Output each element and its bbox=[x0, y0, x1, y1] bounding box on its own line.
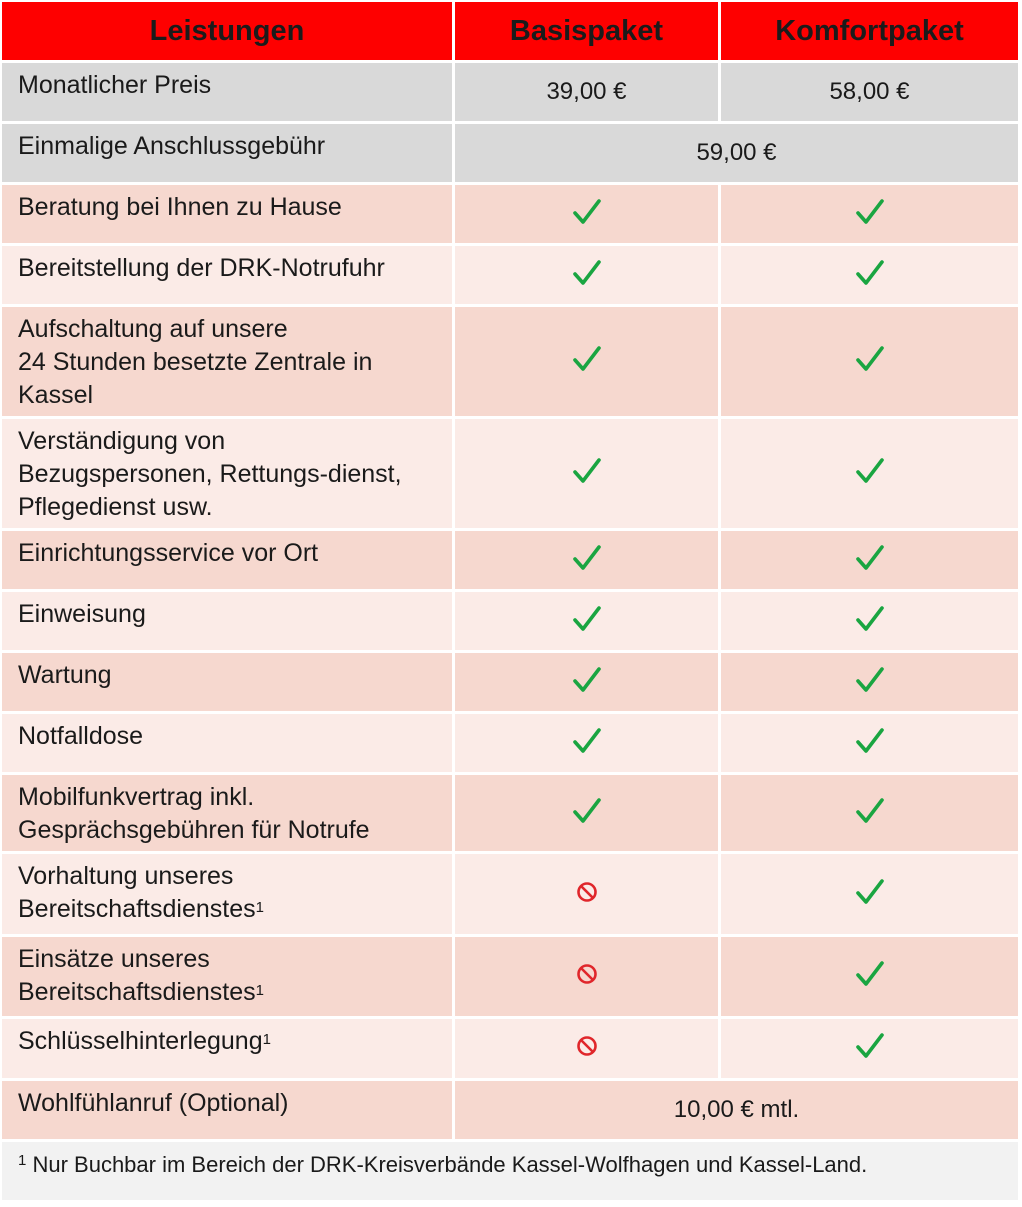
service-row bbox=[2, 854, 1018, 937]
komfort-availability bbox=[721, 531, 1018, 589]
komfort-availability bbox=[721, 854, 1018, 934]
checkmark-icon bbox=[855, 344, 885, 379]
service-row bbox=[2, 307, 1018, 419]
footnote-text: Nur Buchbar im Bereich der DRK-Kreisverbände Kassel-Wolfhagen und Kassel-Land. bbox=[32, 1152, 868, 1177]
not-available-icon bbox=[576, 963, 598, 990]
monthly-price-basis: 39,00 € bbox=[455, 63, 721, 121]
basis-availability bbox=[455, 653, 721, 711]
service-label bbox=[2, 185, 455, 243]
komfort-availability bbox=[721, 1019, 1018, 1078]
service-row bbox=[2, 714, 1018, 775]
basis-availability bbox=[455, 714, 721, 772]
basis-availability bbox=[455, 246, 721, 304]
service-label bbox=[2, 592, 455, 650]
basis-availability bbox=[455, 592, 721, 650]
checkmark-icon bbox=[572, 456, 602, 491]
checkmark-icon bbox=[572, 197, 602, 232]
not-available-icon bbox=[576, 1035, 598, 1062]
header-basispaket: Basispaket bbox=[455, 2, 721, 60]
checkmark-icon bbox=[572, 796, 602, 831]
checkmark-icon bbox=[572, 344, 602, 379]
basis-availability bbox=[455, 937, 721, 1016]
service-label-text: Bereitstellung der DRK-Notrufuhr bbox=[18, 254, 385, 282]
checkmark-icon bbox=[855, 456, 885, 491]
header-leistungen: Leistungen bbox=[2, 2, 455, 60]
service-label-text: Vorhaltung unseres Bereitschaftsdienstes bbox=[18, 862, 256, 923]
checkmark-icon bbox=[855, 959, 885, 994]
checkmark-icon bbox=[855, 258, 885, 293]
checkmark-icon bbox=[855, 197, 885, 232]
service-row bbox=[2, 419, 1018, 531]
header-komfortpaket: Komfortpaket bbox=[775, 14, 964, 47]
service-label bbox=[2, 937, 455, 1016]
basis-availability bbox=[455, 775, 721, 851]
monthly-price-komfort: 58,00 € bbox=[829, 78, 910, 105]
service-row bbox=[2, 1019, 1018, 1081]
footnote-marker: 1 bbox=[18, 1152, 27, 1169]
row-monthly-price bbox=[2, 63, 1018, 124]
service-label bbox=[2, 531, 455, 589]
service-label-text: Mobilfunkvertrag inkl. Gesprächsgebühren für Notrufe bbox=[18, 783, 370, 844]
komfort-availability bbox=[721, 937, 1018, 1016]
service-row bbox=[2, 246, 1018, 307]
service-label-text: Einrichtungsservice vor Ort bbox=[18, 539, 319, 567]
checkmark-icon bbox=[855, 543, 885, 578]
service-row bbox=[2, 775, 1018, 854]
komfort-availability bbox=[721, 714, 1018, 772]
row-optional bbox=[2, 1081, 1018, 1142]
checkmark-icon bbox=[855, 726, 885, 761]
service-label bbox=[2, 714, 455, 772]
service-label-text: Aufschaltung auf unsere 24 Stunden besetzte Zentrale in Kassel bbox=[18, 315, 373, 409]
service-label bbox=[2, 653, 455, 711]
komfort-availability bbox=[721, 653, 1018, 711]
service-label bbox=[2, 246, 455, 304]
basis-availability bbox=[455, 185, 721, 243]
service-label-text: Beratung bei Ihnen zu Hause bbox=[18, 193, 342, 221]
service-label-text: Verständigung von Bezugspersonen, Rettungs-dienst, Pflegedienst usw. bbox=[18, 427, 402, 521]
basis-availability bbox=[455, 531, 721, 589]
checkmark-icon bbox=[572, 665, 602, 700]
row-label: Einmalige Anschlussgebühr bbox=[2, 124, 455, 182]
checkmark-icon bbox=[855, 796, 885, 831]
service-row bbox=[2, 185, 1018, 246]
basis-availability bbox=[455, 419, 721, 528]
not-available-icon bbox=[576, 881, 598, 908]
service-label bbox=[2, 854, 455, 934]
service-label bbox=[2, 307, 455, 416]
komfort-availability bbox=[721, 246, 1018, 304]
service-label-text: Wartung bbox=[18, 661, 112, 689]
basis-availability bbox=[455, 307, 721, 416]
service-row bbox=[2, 531, 1018, 592]
komfort-availability bbox=[721, 307, 1018, 416]
basis-availability bbox=[455, 854, 721, 934]
row-onetime-fee bbox=[2, 124, 1018, 185]
row-label: Wohlfühlanruf (Optional) bbox=[2, 1081, 455, 1139]
service-label-text: Einsätze unseres Bereitschaftsdienstes bbox=[18, 945, 256, 1006]
onetime-fee-value: 59,00 € bbox=[696, 139, 777, 166]
footnote bbox=[2, 1142, 1018, 1200]
footnote-ref: 1 bbox=[262, 1031, 271, 1048]
service-row bbox=[2, 592, 1018, 653]
checkmark-icon bbox=[572, 726, 602, 761]
footnote-ref: 1 bbox=[255, 899, 264, 916]
service-label bbox=[2, 419, 455, 528]
komfort-availability bbox=[721, 419, 1018, 528]
komfort-availability bbox=[721, 592, 1018, 650]
basis-availability bbox=[455, 1019, 721, 1078]
pricing-table bbox=[2, 2, 1018, 1200]
komfort-availability bbox=[721, 185, 1018, 243]
checkmark-icon bbox=[572, 604, 602, 639]
service-row bbox=[2, 653, 1018, 714]
service-label-text: Schlüsselhinterlegung bbox=[18, 1027, 263, 1055]
table-header-row bbox=[2, 2, 1018, 63]
checkmark-icon bbox=[572, 258, 602, 293]
komfort-availability bbox=[721, 775, 1018, 851]
footnote-ref: 1 bbox=[255, 982, 264, 999]
checkmark-icon bbox=[855, 1031, 885, 1066]
checkmark-icon bbox=[572, 543, 602, 578]
optional-value: 10,00 € mtl. bbox=[673, 1096, 800, 1123]
service-label bbox=[2, 775, 455, 851]
service-label-text: Notfalldose bbox=[18, 722, 144, 750]
service-label bbox=[2, 1019, 455, 1078]
service-row bbox=[2, 937, 1018, 1019]
row-label: Monatlicher Preis bbox=[2, 63, 455, 121]
checkmark-icon bbox=[855, 877, 885, 912]
checkmark-icon bbox=[855, 604, 885, 639]
checkmark-icon bbox=[855, 665, 885, 700]
service-label-text: Einweisung bbox=[18, 600, 146, 628]
